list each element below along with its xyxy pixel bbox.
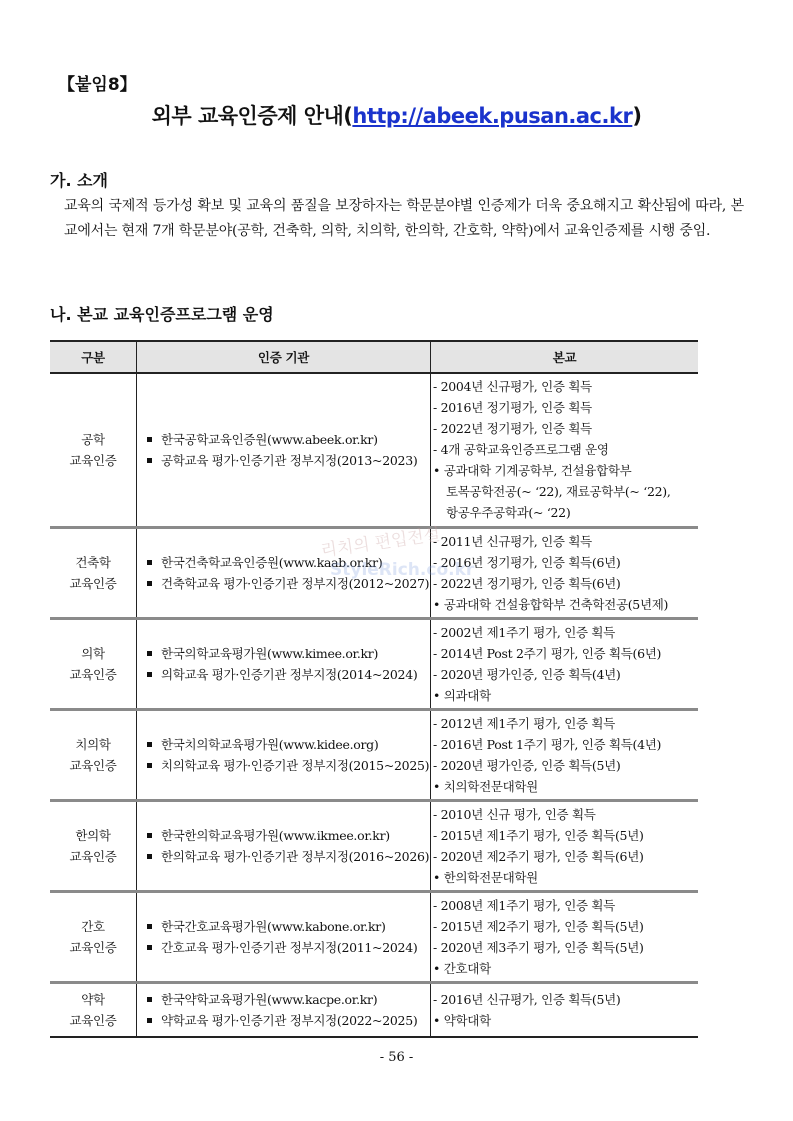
organization-item — [143, 825, 430, 846]
category-label: 교육인증 — [69, 939, 117, 955]
organization-text: 한국약학교육평가원(www.kacpe.or.kr) — [161, 991, 378, 1007]
category-label: 건축학 — [75, 554, 111, 570]
header-category: 구분 — [50, 341, 137, 373]
square-bullet-icon — [147, 997, 152, 1002]
organization-item — [143, 450, 430, 471]
history-cell — [431, 800, 699, 891]
category-cell — [50, 527, 137, 618]
category-label: 공학 — [81, 431, 105, 447]
history-item: • 치의학전문대학원 — [433, 778, 538, 794]
square-bullet-icon — [147, 833, 152, 838]
organization-cell — [137, 709, 431, 800]
history-cell — [431, 527, 699, 618]
page-title — [0, 100, 793, 130]
history-cell — [431, 709, 699, 800]
title-text: 외부 교육인증제 안내( — [151, 104, 353, 128]
attachment-label: 【붙임8】 — [58, 75, 137, 95]
history-item: - 2020년 제2주기 평가, 인증 획득(6년) — [433, 848, 644, 864]
history-item: - 2010년 신규 평가, 인증 획득 — [433, 806, 596, 822]
history-item: - 2004년 신규평가, 인증 획득 — [433, 379, 592, 395]
history-item: • 약학대학 — [433, 1012, 491, 1028]
section-heading-programs: 나. 본교 교육인증프로그램 운영 — [50, 305, 274, 324]
organization-text: 한국간호교육평가원(www.kabone.or.kr) — [161, 918, 386, 934]
category-cell — [50, 618, 137, 709]
square-bullet-icon — [147, 437, 152, 442]
category-label: 한의학 — [75, 827, 111, 843]
category-cell — [50, 373, 137, 527]
square-bullet-icon — [147, 945, 152, 950]
organization-item — [143, 989, 430, 1010]
organization-item — [143, 937, 430, 958]
organization-item — [143, 734, 430, 755]
organization-text: 치의학교육 평가·인증기관 정부지정(2015~2025) — [161, 757, 430, 773]
history-cell — [431, 373, 699, 527]
table-row — [50, 373, 698, 527]
certification-table — [50, 340, 698, 1038]
history-item: • 공과대학 기계공학부, 건설융합학부 — [433, 463, 632, 479]
history-item: - 2015년 제2주기 평가, 인증 획득(5년) — [433, 918, 644, 934]
square-bullet-icon — [147, 651, 152, 656]
header-university: 본교 — [431, 341, 699, 373]
history-item: - 2014년 Post 2주기 평가, 인증 획득(6년) — [433, 645, 662, 661]
organization-text: 한의학교육 평가·인증기관 정부지정(2016~2026) — [161, 848, 430, 864]
table-row — [50, 891, 698, 982]
organization-item — [143, 643, 430, 664]
organization-cell — [137, 373, 431, 527]
history-item: • 공과대학 건설융합학부 건축학전공(5년제) — [433, 596, 669, 612]
title-link[interactable]: http://abeek.pusan.ac.kr — [352, 104, 633, 128]
history-item: - 2016년 Post 1주기 평가, 인증 획득(4년) — [433, 736, 662, 752]
organization-cell — [137, 982, 431, 1037]
history-item: - 2020년 제3주기 평가, 인증 획득(5년) — [433, 939, 644, 955]
organization-item — [143, 552, 430, 573]
history-item: - 2011년 신규평가, 인증 획득 — [433, 533, 592, 549]
square-bullet-icon — [147, 672, 152, 677]
page-number: - 56 - — [379, 1050, 414, 1065]
history-item: - 2008년 제1주기 평가, 인증 획득 — [433, 897, 615, 913]
history-item: 토목공학전공(~ ‘22), 재료공학부(~ ‘22), — [446, 484, 671, 500]
category-label: 치의학 — [75, 736, 111, 752]
category-label: 교육인증 — [69, 1012, 117, 1028]
organization-text: 한국치의학교육평가원(www.kidee.org) — [161, 736, 379, 752]
history-item: - 2016년 정기평가, 인증 획득(6년) — [433, 554, 621, 570]
organization-item — [143, 1010, 430, 1031]
square-bullet-icon — [147, 924, 152, 929]
square-bullet-icon — [147, 854, 152, 859]
square-bullet-icon — [147, 763, 152, 768]
square-bullet-icon — [147, 560, 152, 565]
square-bullet-icon — [147, 458, 152, 463]
organization-cell — [137, 891, 431, 982]
history-item: • 의과대학 — [433, 687, 491, 703]
category-label: 약학 — [81, 991, 105, 1007]
organization-text: 공학교육 평가·인증기관 정부지정(2013~2023) — [161, 452, 418, 468]
watermark-text: 리치의 편입전설 — [319, 524, 442, 562]
organization-item — [143, 664, 430, 685]
history-item: - 2022년 정기평가, 인증 획득 — [433, 421, 592, 437]
intro-paragraph: 교육의 국제적 등가성 확보 및 교육의 품질을 보장하자는 학문분야별 인증제가 더욱 중요해지고 확산됨에 따라, 본교에서는 현재 7개 학문분야(공학, 건축학, 의학, 치의학, 한의학, 간호학, 약학)에서 교육인증제를 시행 중임. — [64, 198, 744, 239]
history-cell — [431, 891, 699, 982]
category-label: 교육인증 — [69, 666, 117, 682]
history-cell — [431, 982, 699, 1037]
table-row — [50, 618, 698, 709]
organization-text: 한국공학교육인증원(www.abeek.or.kr) — [161, 431, 378, 447]
history-item: - 2015년 제1주기 평가, 인증 획득(5년) — [433, 827, 644, 843]
organization-item — [143, 846, 430, 867]
history-item: - 2020년 평가인증, 인증 획득(5년) — [433, 757, 621, 773]
history-cell — [431, 618, 699, 709]
history-item: • 한의학전문대학원 — [433, 869, 538, 885]
category-label: 간호 — [81, 918, 105, 934]
organization-cell — [137, 800, 431, 891]
history-item: • 간호대학 — [433, 960, 491, 976]
category-label: 교육인증 — [69, 757, 117, 773]
section-heading-intro: 가. 소개 — [50, 171, 109, 190]
table-row — [50, 800, 698, 891]
organization-item — [143, 916, 430, 937]
history-item: - 2020년 평가인증, 인증 획득(4년) — [433, 666, 621, 682]
category-cell — [50, 891, 137, 982]
square-bullet-icon — [147, 742, 152, 747]
organization-text: 의학교육 평가·인증기관 정부지정(2014~2024) — [161, 666, 418, 682]
square-bullet-icon — [147, 1018, 152, 1023]
history-item: - 2012년 제1주기 평가, 인증 획득 — [433, 715, 615, 731]
history-item: - 4개 공학교육인증프로그램 운영 — [433, 442, 609, 458]
organization-text: 간호교육 평가·인증기관 정부지정(2011~2024) — [161, 939, 418, 955]
organization-text: 한국건축학교육인증원(www.kaab.or.kr) — [161, 554, 383, 570]
organization-cell — [137, 618, 431, 709]
category-label: 교육인증 — [69, 848, 117, 864]
organization-cell — [137, 527, 431, 618]
organization-item — [143, 755, 430, 776]
history-item: - 2002년 제1주기 평가, 인증 획득 — [433, 624, 615, 640]
history-item: - 2022년 정기평가, 인증 획득(6년) — [433, 575, 621, 591]
organization-item — [143, 573, 430, 594]
table-row — [50, 982, 698, 1037]
category-cell — [50, 800, 137, 891]
category-cell — [50, 982, 137, 1037]
square-bullet-icon — [147, 581, 152, 586]
history-item: 항공우주공학과(~ ‘22) — [446, 505, 571, 521]
organization-item — [143, 429, 430, 450]
title-close: ) — [632, 104, 642, 128]
organization-text: 약학교육 평가·인증기관 정부지정(2022~2025) — [161, 1012, 418, 1028]
table-header-row — [50, 341, 698, 373]
category-label: 교육인증 — [69, 452, 117, 468]
watermark-url: StyleRich.co.kr — [330, 560, 475, 580]
history-item: - 2016년 정기평가, 인증 획득 — [433, 400, 592, 416]
organization-text: 건축학교육 평가·인증기관 정부지정(2012~2027) — [161, 575, 430, 591]
table-row — [50, 709, 698, 800]
category-label: 교육인증 — [69, 575, 117, 591]
organization-text: 한국의학교육평가원(www.kimee.or.kr) — [161, 645, 379, 661]
table-row — [50, 527, 698, 618]
category-cell — [50, 709, 137, 800]
history-item: - 2016년 신규평가, 인증 획득(5년) — [433, 991, 621, 1007]
header-organization: 인증 기관 — [137, 341, 431, 373]
organization-text: 한국한의학교육평가원(www.ikmee.or.kr) — [161, 827, 390, 843]
category-label: 의학 — [81, 645, 105, 661]
